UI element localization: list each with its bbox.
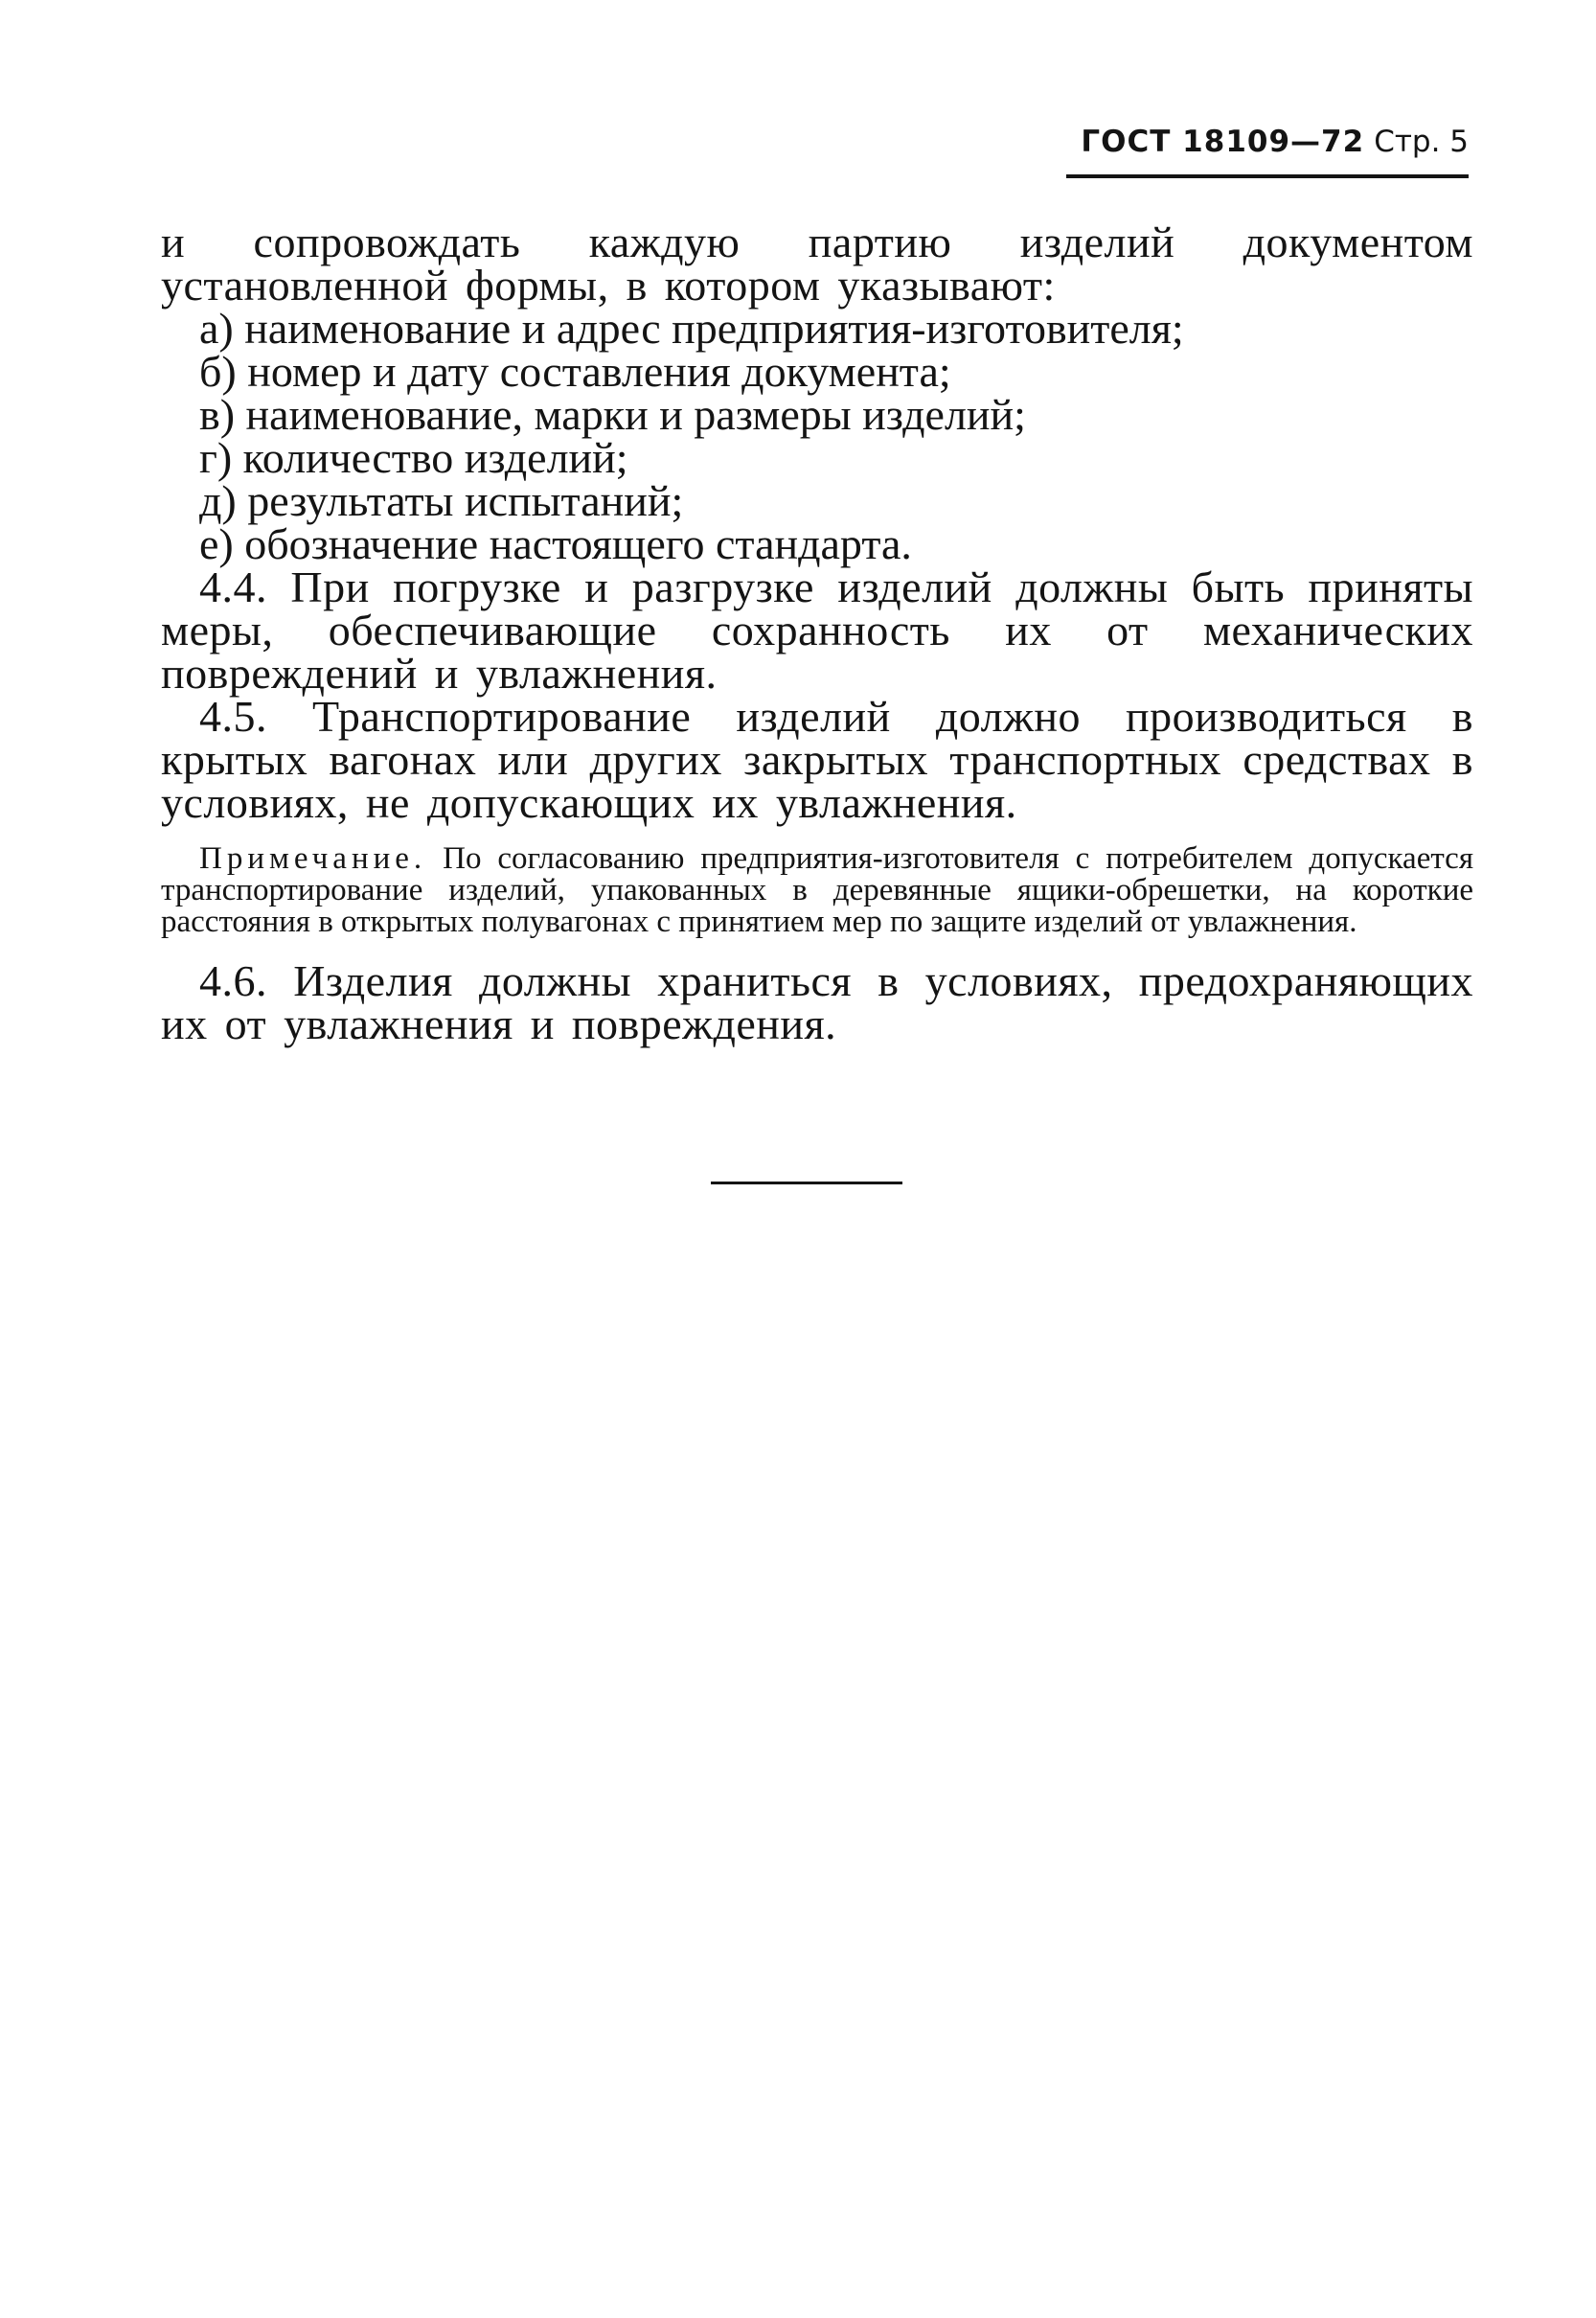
list-item-e: д) результаты испытаний; [199,476,684,525]
note-text: По согласованию предприятия-изготовителя с потребителем допускается транспортирование изделий, упакованных в деревянные ящики-обрешетки, на короткие расстояния в открытых полувагонах с принятием мер по защите изделий от увлажнения. [161,841,1473,939]
page-number: Стр. 5 [1374,125,1469,159]
list-item-c: в) наименование, марки и размеры изделий; [199,390,1026,439]
document-body [161,218,1473,1048]
list-item-d: г) количество изделий; [199,433,628,482]
paragraph-4-5: 4.5. Транспортирование изделий должно производиться в крытых вагонах или других закрытых транспортных средствах в условиях, не допускающих их увлажнения. [161,692,1473,827]
paragraph-4-6: 4.6. Изделия должны храниться в условиях, предохраняющих их от увлажнения и повреждения. [161,956,1473,1048]
intro-paragraph: и сопровождать каждую партию изделий документом установленной формы, в котором указывают: [161,218,1473,310]
note-label: Примечание. [199,841,427,876]
list-item-a: а) наименование и адрес предприятия-изготовителя; [199,304,1184,353]
note-paragraph [161,843,1473,938]
list-item-b: б) номер и дату составления документа; [199,347,951,396]
header-rule [1066,174,1469,178]
paragraph-4-4: 4.4. При погрузке и разгрузке изделий должны быть приняты меры, обеспечивающие сохранность их от механических повреждений и увлажнения. [161,562,1473,698]
standard-code: ГОСТ 18109—72 [1081,125,1365,159]
page-header [1081,125,1469,159]
list-item-f: е) обозначение настоящего стандарта. [199,519,912,568]
end-rule [711,1182,902,1184]
